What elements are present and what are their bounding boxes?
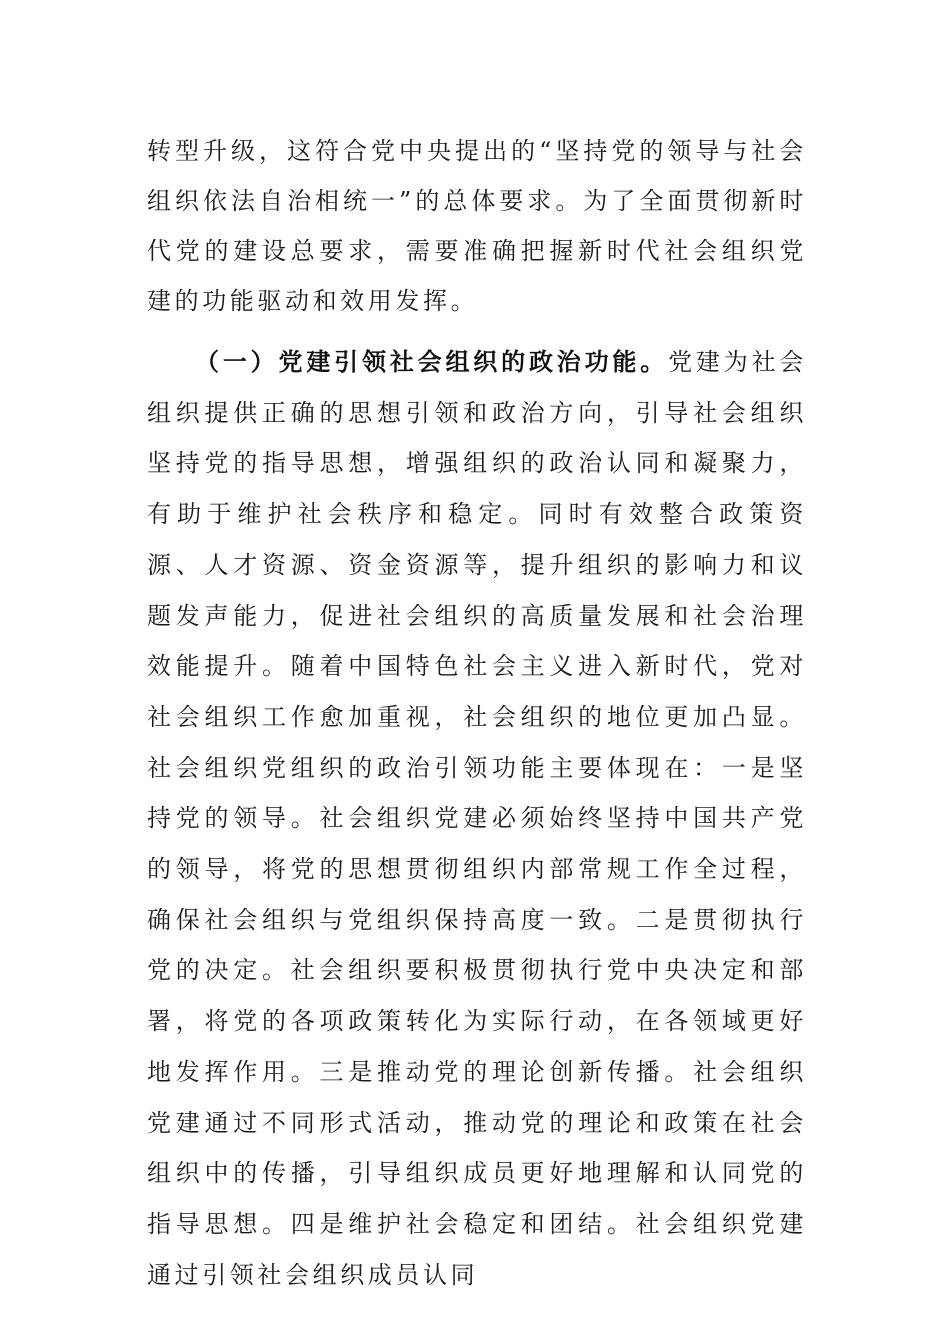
paragraph-body: 党建为社会组织提供正确的思想引领和政治方向，引导社会组织坚持党的指导思想，增强组织的政治认同和凝聚力，有助于维护社会秩序和稳定。同时有效整合政策资源、人才资源、资金资源等，提升组织的影响力和议题发声能力，促进社会组织的高质量发展和社会治理效能提升。随着中国特色社会主义进入新时代，党对社会组织工作愈加重视，社会组织的地位更加凸显。社会组织党组织的政治引领功能主要体现在：一是坚持党的领导。社会组织党建必须始终坚持中国共产党的领导，将党的思想贯彻组织内部常规工作全过程，确保社会组织与党组织保持高度一致。二是贯彻执行党的决定。社会组织要积极贯彻执行党中央决定和部署，将党的各项政策转化为实际行动，在各领域更好地发挥作用。三是推动党的理论创新传播。社会组织党建通过不同形式活动，推动党的理论和政策在社会组织中的传播，引导组织成员更好地理解和认同党的指导思想。四是维护社会稳定和团结。社会组织党建通过引领社会组织成员认同 [147,348,808,1289]
paragraph-continuation: 转型升级，这符合党中央提出的“坚持党的领导与社会组织依法自治相统一”的总体要求。为了全面贯彻新时代党的建设总要求，需要准确把握新时代社会组织党建的功能驱动和效用发挥。 [147,137,807,315]
paragraph-political-function [147,337,807,1300]
section-heading: （一）党建引领社会组织的政治功能。 [195,347,669,376]
